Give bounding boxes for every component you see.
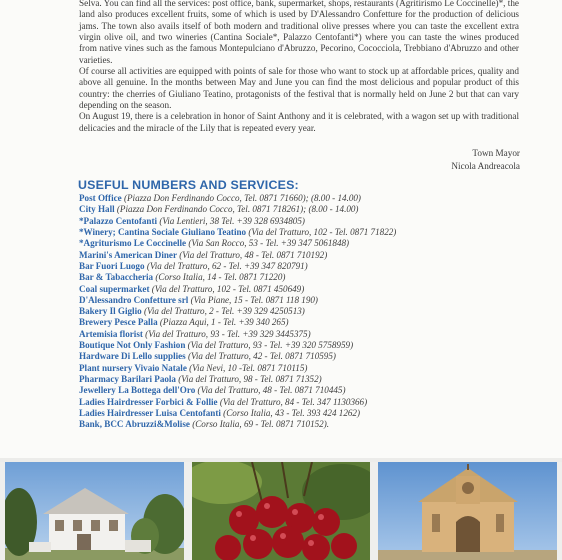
service-details: (Via Piane, 15 - Tel. 0871 118 190) <box>190 294 318 305</box>
signature-block <box>451 147 520 172</box>
cherries-photo <box>192 462 370 560</box>
service-details: (Corso Italia, 14 - Tel. 0871 71220) <box>155 272 286 283</box>
service-details: (Via del Tratturo, 42 - Tel. 0871 710595) <box>187 351 336 362</box>
signature-name: Nicola Andreacola <box>451 160 520 171</box>
service-item <box>79 272 549 283</box>
service-item <box>79 340 549 351</box>
white-villa-photo <box>5 462 184 560</box>
service-name: Bar Fuori Luogo <box>79 260 145 271</box>
service-details: (Via San Rocco, 53 - Tel. +39 347 5061848) <box>188 238 350 249</box>
service-name: Ladies Hairdresser Luisa Centofanti <box>79 407 221 418</box>
service-name: Jewellery La Bottega dell'Oro <box>79 385 196 396</box>
signature-title: Town Mayor <box>472 148 520 158</box>
service-item <box>79 284 549 295</box>
service-item <box>79 385 549 396</box>
photo-gap <box>184 462 192 560</box>
service-item <box>79 250 549 261</box>
service-name: Pharmacy Barilari Paola <box>79 374 176 384</box>
service-name: Plant nursery Vivaio Natale <box>79 362 187 373</box>
service-name: Marini's American Diner <box>79 249 177 260</box>
service-details: (Via del Tratturo, 84 - Tel. 347 1130366) <box>219 396 368 407</box>
intro-text <box>79 0 519 134</box>
service-item <box>79 238 549 249</box>
service-item <box>79 317 549 328</box>
services-list <box>79 193 549 431</box>
service-name: Post Office <box>79 193 122 203</box>
service-item <box>79 261 549 272</box>
service-details: (Via del Tratturo, 48 - Tel. 0871 710445) <box>197 385 346 396</box>
service-item <box>79 363 549 374</box>
intro-paragraph: Of course all activities are equipped with points of sale for those who want to stock up at affordable prices, quality and above all genuine. In the months between May and June you can find the most delicious and popular product of this country: the cherries of Giuliano Teatino, protagonists of the festival that is normally held on June 2 but that can vary depending on the season. <box>79 66 519 111</box>
service-name: Coal supermarket <box>79 283 150 294</box>
photo-gap <box>370 462 378 560</box>
service-item <box>79 397 549 408</box>
service-details: (Corso Italia, 69 - Tel. 0871 710152). <box>192 419 330 430</box>
service-item <box>79 374 549 385</box>
service-name: *Palazzo Centofanti <box>79 215 158 226</box>
service-name: Bar & Tabaccheria <box>79 272 154 283</box>
service-item <box>79 216 549 227</box>
service-details: (Via del Tratturo, 98 - Tel. 0871 71352) <box>178 374 322 384</box>
service-item <box>79 351 549 362</box>
photo-gap <box>557 462 562 560</box>
service-details: (Via del Tratturo, 102 - Tel. 0871 450649) <box>151 283 305 294</box>
service-name: Bakery Il Giglio <box>79 306 142 317</box>
service-name: Artemisia florist <box>79 328 143 339</box>
service-item <box>79 306 549 317</box>
service-name: *Winery; Cantina Sociale Giuliano Teatino <box>79 226 247 237</box>
service-name: Ladies Hairdresser Forbici & Follie <box>79 396 218 407</box>
service-item <box>79 408 549 419</box>
service-details: (Piazza Don Ferdinando Cocco, Tel. 0871 718261); (8.00 - 14.00) <box>116 204 359 215</box>
service-details: (Via del Tratturo, 102 - Tel. 0871 71822) <box>248 226 397 237</box>
service-details: (Piazza Don Ferdinando Cocco, Tel. 0871 71660); (8.00 - 14.00) <box>123 193 361 203</box>
service-name: Brewery Pesce Palla <box>79 317 158 328</box>
service-details: (Via Nevi, 10 -Tel. 0871 710115) <box>189 362 308 373</box>
service-name: Hardware Di Lello supplies <box>79 351 186 362</box>
service-details: (Via del Tratturo, 93 - Tel. +39 320 5758959) <box>187 340 354 351</box>
intro-paragraph: On August 19, there is a celebration in honor of Saint Anthony and it is celebrated, with a wagon set up with traditional delicacies and the miracle of the Lily that is repeated every year. <box>79 111 519 133</box>
service-item <box>79 227 549 238</box>
service-details: (Via del Tratturo, 93 - Tel. +39 329 3445375) <box>145 328 311 339</box>
service-name: City Hall <box>79 204 115 215</box>
church-photo <box>378 462 557 560</box>
services-heading: USEFUL NUMBERS AND SERVICES: <box>78 178 299 192</box>
service-item <box>79 193 549 204</box>
service-item <box>79 419 549 430</box>
intro-paragraph: Selva. You can find all the services: post office, bank, supermarket, shops, restaurants (Agritirismo Le Coccinelle)*, the land also produces excellent fruits, some of which is used by D'Alessandro Confetture for the production of delicious jams. The town also avails itself of both modern and traditional olive presses where you can taste the excellent extra virgin olive oil, and two wineries (Cantina Sociale*, Palazzo Centofanti*) where you can taste the wines produced from native vines such as the famous Montepulciano d'Abruzzo, Pecorino, Cococciola, Trebbiano d'Abruzzo and other varieties. <box>79 0 519 65</box>
service-item <box>79 329 549 340</box>
service-name: D'Alessandro Confetture srl <box>79 294 189 305</box>
service-details: (Via Lentieri, 38 Tel. +39 328 6934805) <box>159 215 305 226</box>
service-name: Boutique Not Only Fashion <box>79 340 186 351</box>
service-details: (Corso Italia, 43 - Tel. 393 424 1262) <box>223 407 361 418</box>
service-item <box>79 295 549 306</box>
service-details: (Via del Tratturo, 48 - Tel. 0871 710192) <box>179 249 328 260</box>
service-item <box>79 204 549 215</box>
service-details: (Via del Tratturo, 62 - Tel. +39 347 820791) <box>146 260 308 271</box>
service-name: Bank, BCC Abruzzi&Molise <box>79 419 190 430</box>
service-name: *Agriturismo Le Coccinelle <box>79 238 187 249</box>
service-details: (Piazza Aqui, 1 - Tel. +39 340 265) <box>159 317 289 328</box>
service-details: (Via del Tratturo, 2 - Tel. +39 329 4250513) <box>143 306 305 317</box>
